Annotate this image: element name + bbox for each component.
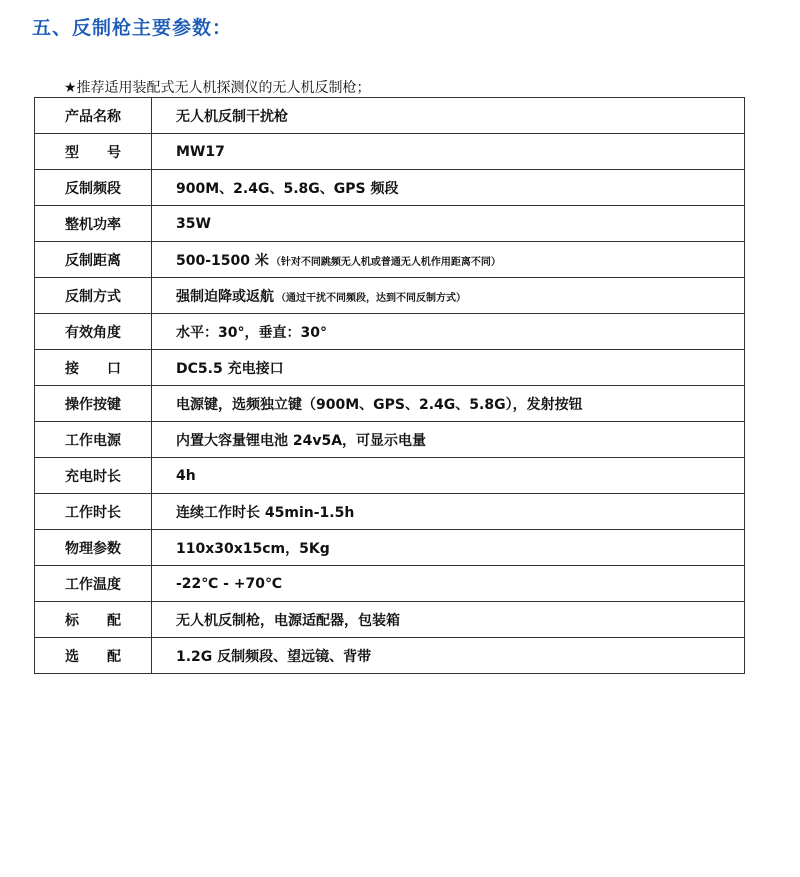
label-working-time: 工作时长	[35, 494, 152, 530]
value-countermeasure-mode-note: （通过干扰不同频段，达到不同反制方式）	[276, 292, 466, 304]
table-row-buttons	[35, 386, 745, 422]
value-power-supply: 内置大容量锂电池 24v5A，可显示电量	[152, 422, 745, 458]
value-countermeasure-mode-text: 强制迫降或返航	[176, 288, 274, 305]
label-buttons: 操作按键	[35, 386, 152, 422]
value-buttons: 电源键，选频独立键（900M、GPS、2.4G、5.8G），发射按钮	[152, 386, 745, 422]
value-model: MW17	[152, 134, 745, 170]
label-charging-time: 充电时长	[35, 458, 152, 494]
table-row-power-supply	[35, 422, 745, 458]
label-model: 型 号	[35, 134, 152, 170]
value-charging-time: 4h	[152, 458, 745, 494]
table-row-countermeasure-mode	[35, 278, 745, 314]
label-working-temperature: 工作温度	[35, 566, 152, 602]
table-row-model	[35, 134, 745, 170]
label-standard-config: 标 配	[35, 602, 152, 638]
value-product-name: 无人机反制干扰枪	[152, 98, 745, 134]
label-product-name: 产品名称	[35, 98, 152, 134]
label-power-supply: 工作电源	[35, 422, 152, 458]
label-range: 反制距离	[35, 242, 152, 278]
label-countermeasure-mode: 反制方式	[35, 278, 152, 314]
table-row-physical-params	[35, 530, 745, 566]
table-row-charging-time	[35, 458, 745, 494]
value-standard-config: 无人机反制枪，电源适配器，包装箱	[152, 602, 745, 638]
label-effective-angle: 有效角度	[35, 314, 152, 350]
value-power: 35W	[152, 206, 745, 242]
value-physical-params: 110x30x15cm，5Kg	[152, 530, 745, 566]
table-row-frequency-bands	[35, 170, 745, 206]
spec-table	[34, 97, 745, 674]
value-working-temperature: -22℃ - +70℃	[152, 566, 745, 602]
value-range-note: （针对不同跳频无人机或普通无人机作用距离不同）	[270, 256, 501, 268]
value-frequency-bands: 900M、2.4G、5.8G、GPS 频段	[152, 170, 745, 206]
table-row-working-temperature	[35, 566, 745, 602]
value-effective-angle: 水平：30°，垂直：30°	[152, 314, 745, 350]
label-optional-config: 选 配	[35, 638, 152, 674]
value-range-text: 500-1500 米	[176, 252, 269, 269]
table-row-product-name	[35, 98, 745, 134]
value-countermeasure-mode	[152, 278, 745, 314]
table-row-range	[35, 242, 745, 278]
table-row-interface	[35, 350, 745, 386]
label-physical-params: 物理参数	[35, 530, 152, 566]
table-row-power	[35, 206, 745, 242]
value-optional-config: 1.2G 反制频段、望远镜、背带	[152, 638, 745, 674]
label-interface: 接 口	[35, 350, 152, 386]
value-working-time: 连续工作时长 45min-1.5h	[152, 494, 745, 530]
value-interface: DC5.5 充电接口	[152, 350, 745, 386]
table-row-optional-config	[35, 638, 745, 674]
table-row-working-time	[35, 494, 745, 530]
label-power: 整机功率	[35, 206, 152, 242]
recommend-note: ★推荐适用装配式无人机探测仪的无人机反制枪；	[64, 80, 371, 96]
table-row-standard-config	[35, 602, 745, 638]
value-range	[152, 242, 745, 278]
label-frequency-bands: 反制频段	[35, 170, 152, 206]
section-title: 五、反制枪主要参数：	[32, 17, 233, 39]
table-row-effective-angle	[35, 314, 745, 350]
